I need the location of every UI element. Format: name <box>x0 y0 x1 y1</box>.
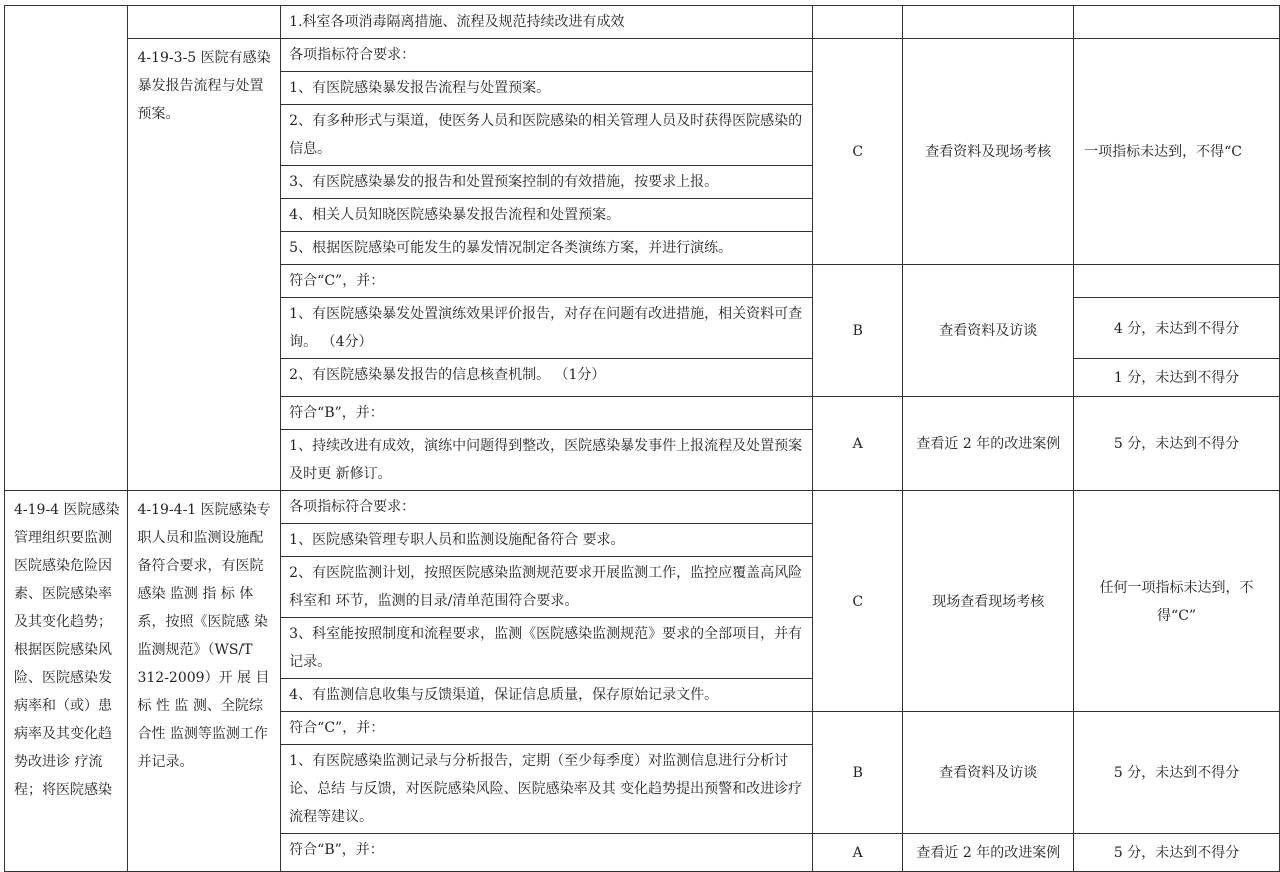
item-cell: 符合“B”，并： <box>281 834 813 872</box>
method-cell: 现场查看现场考核 <box>903 491 1074 712</box>
item-cell: 1、有医院感染暴发报告流程与处置预案。 <box>281 72 813 105</box>
method-cell: 查看近 2 年的改进案例 <box>903 397 1074 491</box>
score-cell: 5 分，未达到不得分 <box>1074 397 1280 491</box>
item-cell: 各项指标符合要求： <box>281 491 813 524</box>
item-cell: 符合“C”，并： <box>281 712 813 745</box>
item-cell: 1.科室各项消毒隔离措施、流程及规范持续改进有成效 <box>281 6 813 39</box>
score-cell <box>1074 6 1280 39</box>
grade-cell: A <box>812 397 903 491</box>
table-row <box>5 6 1280 39</box>
method-cell: 查看资料及现场考核 <box>903 39 1074 265</box>
item-cell: 1、有医院感染监测记录与分析报告，定期（至少每季度）对监测信息进行分析讨论、总结 与反馈，对医院感染风险、医院感染率及其 变化趋势提出预警和改进诊疗流程等建议。 <box>281 745 813 834</box>
item-cell: 3、有医院感染暴发的报告和处置预案控制的有效措施，按要求上报。 <box>281 166 813 199</box>
score-cell: 4 分，未达到不得分 <box>1074 298 1280 359</box>
method-cell: 查看资料及访谈 <box>903 265 1074 397</box>
grade-cell: C <box>812 491 903 712</box>
item-cell: 1、持续改进有成效，演练中问题得到整改，医院感染暴发事件上报流程及处置预案及时更 新修订。 <box>281 430 813 491</box>
code-cell: 4-19-4-1 医院感染专职人员和监测设施配备符合要求，有医院感染 监测 指 标 体 系，按照《医院感 染监测规范》（WS/T 312-2009）开 展 目 标 性 监 测、全院综合性 监测等监测工作 并记录。 <box>128 491 281 872</box>
grade-cell: B <box>812 265 903 397</box>
item-cell: 符合“B”，并： <box>281 397 813 430</box>
item-cell: 各项指标符合要求： <box>281 39 813 72</box>
score-cell: 1 分，未达到不得分 <box>1074 359 1280 397</box>
item-cell: 5、根据医院感染可能发生的暴发情况制定各类演练方案，并进行演练。 <box>281 232 813 265</box>
grade-cell <box>812 6 903 39</box>
grade-cell: C <box>812 39 903 265</box>
item-cell: 1、医院感染管理专职人员和监测设施配备符合 要求。 <box>281 524 813 557</box>
grade-cell: B <box>812 712 903 834</box>
code-cell: 4-19-3-5 医院有感染暴发报告流程与处置预案。 <box>128 39 281 491</box>
item-cell: 2、有医院感染暴发报告的信息核查机制。 （1分） <box>281 359 813 397</box>
item-cell: 2、有医院监测计划，按照医院感染监测规范要求开展监测工作，监控应覆盖高风险科室和 环节，监测的目录/清单范围符合要求。 <box>281 557 813 618</box>
score-cell: 一项指标未达到，不得“C <box>1074 39 1280 265</box>
item-cell: 1、有医院感染暴发处置演练效果评价报告，对存在问题有改进措施，相关资料可查询。 （4分） <box>281 298 813 359</box>
method-cell <box>903 6 1074 39</box>
score-cell: 5 分，未达到不得分 <box>1074 712 1280 834</box>
standards-table <box>4 5 1280 872</box>
item-cell: 4、相关人员知晓医院感染暴发报告流程和处置预案。 <box>281 199 813 232</box>
method-cell: 查看近 2 年的改进案例 <box>903 834 1074 872</box>
table-row <box>5 39 1280 72</box>
grade-cell: A <box>812 834 903 872</box>
score-cell: 任何一项指标未达到，不得“C” <box>1074 491 1280 712</box>
method-cell: 查看资料及访谈 <box>903 712 1074 834</box>
item-cell: 2、有多种形式与渠道，使医务人员和医院感染的相关管理人员及时获得医院感染的信息。 <box>281 105 813 166</box>
standards-table-wrapper <box>4 5 1280 872</box>
item-cell: 4、有监测信息收集与反馈渠道，保证信息质量，保存原始记录文件。 <box>281 679 813 712</box>
item-cell: 符合“C”，并： <box>281 265 813 298</box>
standard-cell-blank <box>5 6 128 491</box>
score-cell: 5 分，未达到不得分 <box>1074 834 1280 872</box>
code-cell-blank <box>128 6 281 39</box>
score-cell <box>1074 265 1280 298</box>
item-cell: 3、科室能按照制度和流程要求，监测《医院感染监测规范》要求的全部项目，并有记录。 <box>281 618 813 679</box>
table-row <box>5 491 1280 524</box>
standard-cell: 4-19-4 医院感染管理组织要监测医院感染危险因素、医院感染率及其变化趋势；根据医院感染风险、医院感染发病率和（或）患病率及其变化趋势改进诊 疗流程；将医院感染 <box>5 491 128 872</box>
